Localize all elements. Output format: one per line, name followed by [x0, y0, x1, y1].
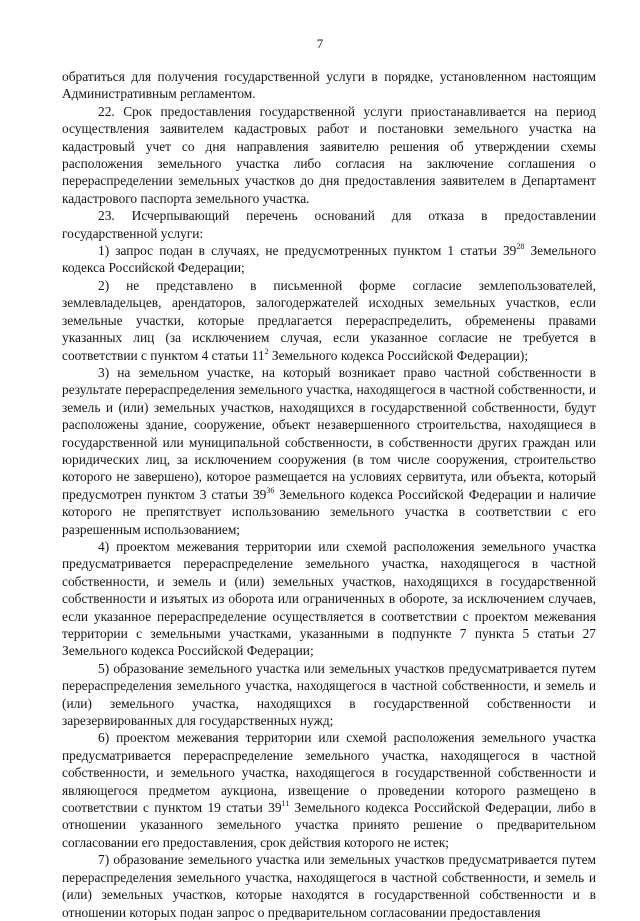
list-item-2-text: 2) не представлено в письменной форме согласие землепользователей, землевладельцев, арендаторов, залогодержателей исходных земельных участков, если земельные участки, которые предлагается перераспределить, обременены правами указанных лиц (за исключением случая, если указанное согласие не требуется в соответствии с пунктом 4 статьи 11: [62, 277, 596, 363]
list-item-4: 4) проектом межевания территории или схемой расположения земельного участка предусматривается перераспределение земельного участка, находящегося в частной собственности, и земель и (или) земельных участков, находящихся в государственной собственности и изъятых из оборота или ограниченных в обороте, за исключением случаев, если указанное перераспределение осуществляется в соответствии с проектом межевания территории с земельными участками, указанными в подпункте 7 пункта 5 статьи 27 Земельного кодекса Российской Федерации;: [62, 538, 596, 659]
list-item-3-text: 3) на земельном участке, на который возникает право частной собственности в результате перераспределения земельного участка, находящегося в частной собственности, и земель и (или) земельных участков, находящихся в государственной собственности, будут расположены здание, сооружение, объект незавершенного строительства, находящиеся в государственной или муниципальной собственности, в собственности других граждан или юридических лиц, за исключением сооружения (в том числе сооружения, строительство которого не завершено), которое размещается на условиях сервитута, или объекта, который предусмотрен пунктом 3 статьи 39: [62, 364, 596, 502]
list-item-6: [62, 729, 596, 851]
list-item-2-superscript: 2: [264, 346, 269, 356]
list-item-2-text-end: Земельного кодекса Российской Федерации);: [268, 347, 529, 363]
list-item-6-text-end: Земельного кодекса Российской Федерации, либо в отношении указанного земельного участка принято решение о предварительном согласовании его предоставления, срок действия которого не истек;: [62, 800, 596, 850]
list-item-1-text-end: Земельного кодекса Российской Федерации;: [62, 243, 597, 276]
page-number: 7: [316, 36, 324, 51]
body-text: [62, 68, 596, 921]
list-item-1-superscript: 28: [516, 242, 525, 252]
paragraph-22: 22. Срок предоставления государственной услуги приостанавливается на период осуществления заявителем кадастровых работ и постановки земельного участка на кадастровый учет со дня направления заявителю решения об утверждении схемы расположения земельного участка либо согласия на заключение соглашения о перераспределении земельных участков до дня предоставления заявителем в Департамент кадастрового паспорта земельного участка.: [62, 103, 596, 206]
list-item-6-superscript: 11: [281, 799, 290, 809]
list-item-6-text: 6) проектом межевания территории или схемой расположения земельного участка предусматривается перераспределение земельного участка, находящегося в частной собственности, и земельного участка, находящегося в государственной собственности и являющегося предметом аукциона, извещение о проведении которого размещено в соответствии с пунктом 19 статьи 39: [62, 730, 596, 816]
list-item-7: 7) образование земельного участка или земельных участков предусматривается путем перераспределения земельного участка, находящегося в частной собственности, и земель и (или) земельных участков, которые находятся в государственной собственности и в отношении которых подан запрос о предварительном согласовании предоставления: [62, 852, 596, 920]
list-item-1-text: 1) запрос подан в случаях, не предусмотренных пунктом 1 статьи 39: [98, 243, 517, 259]
list-item-2: [62, 277, 596, 364]
paragraph-continuation: обратиться для получения государственной услуги в порядке, установленном настоящим Административным регламентом.: [62, 69, 596, 102]
list-item-3-superscript: 36: [266, 485, 275, 495]
paragraph-23: 23. Исчерпывающий перечень оснований для отказа в предоставлении государственной услуги:: [62, 208, 596, 241]
list-item-5: 5) образование земельного участка или земельных участков предусматривается путем перераспределения земельного участка, находящегося в частной собственности, и земель и (или) земельного участка, находящихся в государственной собственности и зарезервированных для государственных нужд;: [62, 660, 596, 729]
list-item-3: [62, 364, 596, 538]
list-item-1: [62, 242, 596, 277]
list-item-3-text-end: Земельного кодекса Российской Федерации и наличие которого не препятствует использованию земельного участка в соответствии с его разрешенным использованием;: [62, 486, 596, 537]
